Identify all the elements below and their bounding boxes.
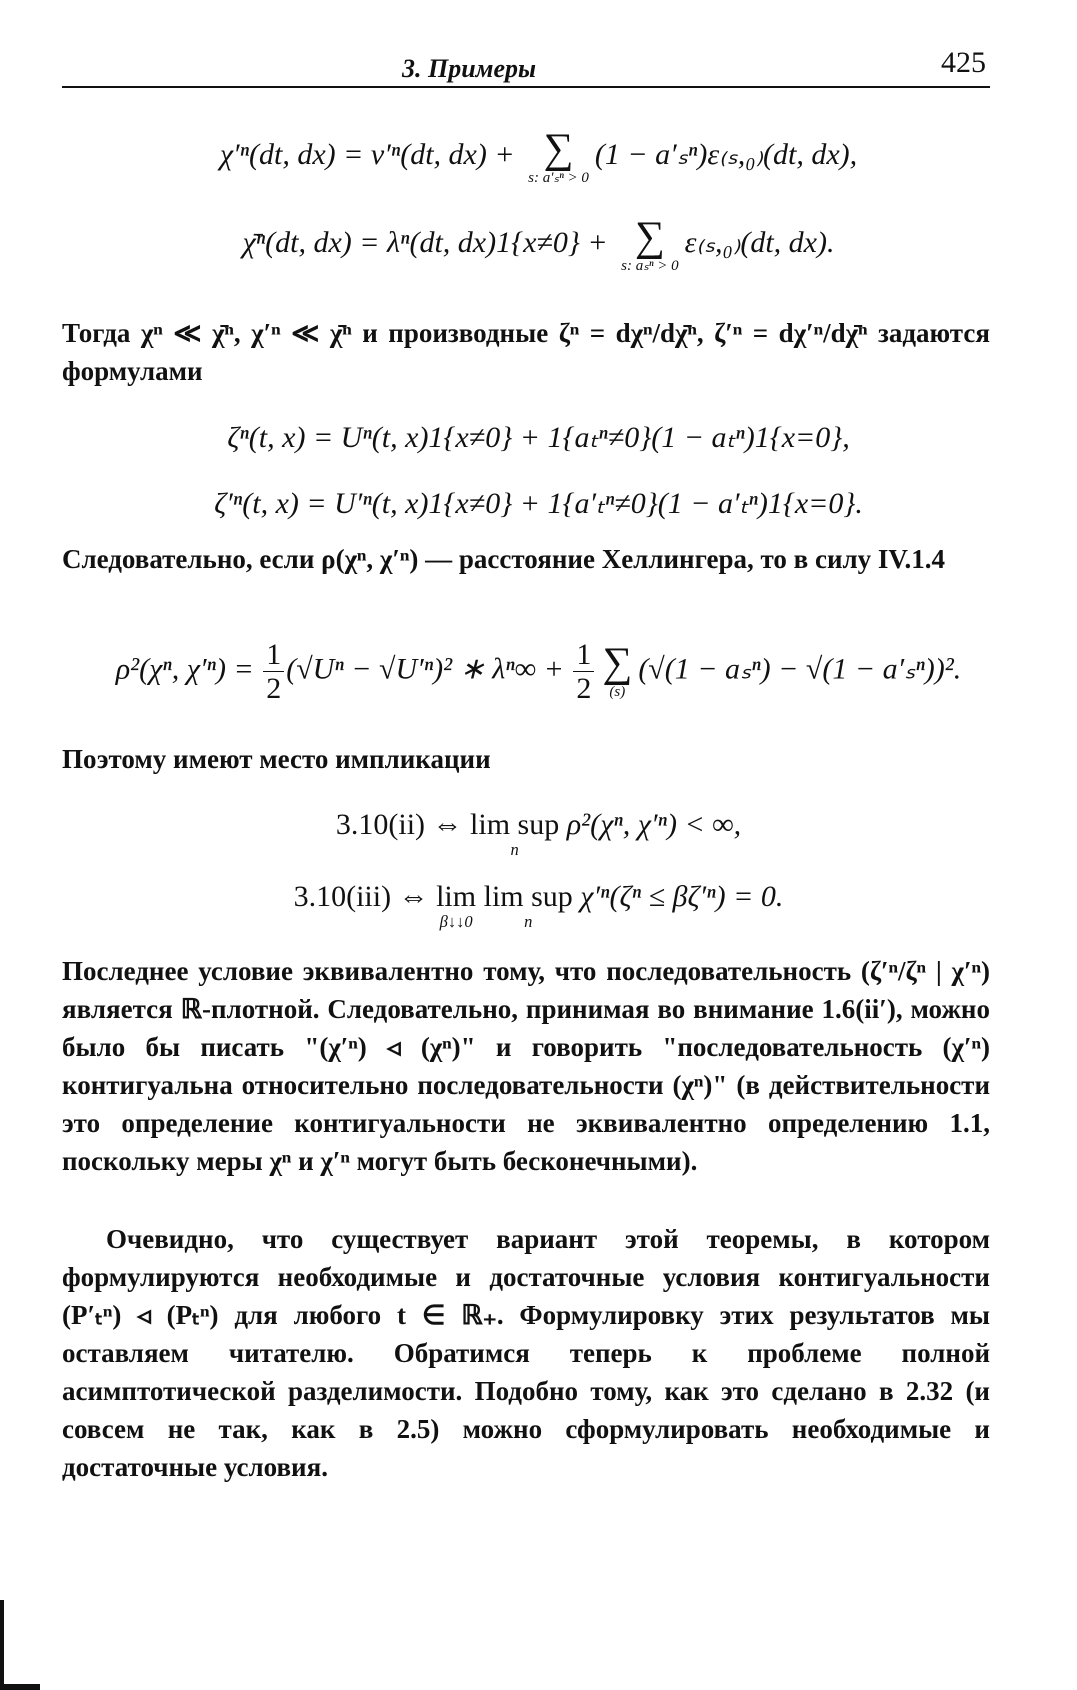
equation-part: 3.10(ii) ⇔: [335, 808, 463, 841]
fraction-half: $\frac{1}{2}$: [263, 638, 284, 705]
sum-operator: ∑ (s): [602, 640, 633, 701]
equation-condition-ii: [0, 808, 1077, 859]
equation-part: (√Uⁿ − √U′ⁿ)² ∗ λⁿ∞ +: [286, 652, 572, 686]
equation-part: (1 − a′ₛⁿ)ε₍ₛ,₀₎(dt, dx),: [594, 138, 858, 172]
equation-part: χ̄ⁿ(dt, dx) = λⁿ(dt, dx)1{x≠0} +: [242, 226, 616, 260]
equation-part: (√(1 − aₛⁿ) − √(1 − a′ₛⁿ))².: [638, 652, 962, 686]
lim-operator: lim β↓↓0: [436, 880, 477, 931]
paragraph-implications: Поэтому имеют место импликации: [62, 744, 491, 774]
equation-hellinger-distance: [0, 638, 1077, 705]
running-head: 3. Примеры: [402, 54, 537, 83]
sum-limit: (s): [609, 684, 626, 701]
paragraph-derivatives: Тогда χⁿ ≪ χ̄ⁿ, χ′ⁿ ≪ χ̄ⁿ и производные ζⁿ = dχⁿ/dχ̄ⁿ, ζ′ⁿ = dχ′ⁿ/dχ̄ⁿ задаются формулами: [62, 318, 990, 386]
equation-part: χ′ⁿ(dt, dx) = ν′ⁿ(dt, dx) +: [219, 138, 523, 172]
paragraph-theorem-variant: Очевидно, что существует вариант этой теоремы, в котором формулируются необходимые и достаточные условия контигуальности (P′ₜⁿ) ◃ (Pₜⁿ) для любого t ∈ ℝ₊. Формулировку этих результатов мы оставляем читателю. Обратимся теперь к проблеме полной асимптотической разделимости. Подобно тому, как это сделано в 2.32 (и совсем не так, как в 2.5) можно сформулировать необходимые и достаточные условия.: [62, 1224, 990, 1482]
equation-part: χ′ⁿ(ζⁿ ≤ βζ′ⁿ) = 0.: [580, 880, 784, 913]
page-header: [62, 40, 990, 88]
page-corner-mark: [0, 1600, 40, 1690]
equation-part: ε₍ₛ,₀₎(dt, dx).: [684, 226, 835, 260]
equation-condition-iii: [0, 880, 1077, 931]
equation-zeta-prime: ζ′ⁿ(t, x) = U′ⁿ(t, x)1{x≠0} + 1{a′ₜⁿ≠0}(1 − a′ₜⁿ)1{x=0}.: [214, 487, 863, 520]
paragraph-hellinger: Следовательно, если ρ(χⁿ, χ′ⁿ) — расстояние Хеллингера, то в силу IV.1.4: [62, 544, 945, 574]
equation-part: 3.10(iii) ⇔: [293, 880, 437, 913]
page-number: 425: [941, 46, 986, 79]
limsup-operator: lim sup n: [483, 880, 573, 931]
equation-chi-bar: [0, 216, 1077, 275]
sum-limit: s: aₛⁿ > 0: [621, 258, 679, 274]
paragraph-contiguity: Последнее условие эквивалентно тому, что последовательность (ζ′ⁿ/ζⁿ | χ′ⁿ) является ℝ-плотной. Следовательно, принимая во внимание 1.6(ii′), можно было бы писать "(χ′ⁿ) ◃ (χⁿ)" и говорить "последовательность (χ′ⁿ) контигуальна относительно последовательности (χⁿ)" (в действительности это определение контигуальности не эквивалентно определению 1.1, поскольку меры χⁿ и χ′ⁿ могут быть бесконечными).: [62, 956, 990, 1176]
limsup-operator: lim sup n: [470, 808, 560, 859]
equation-zeta: ζⁿ(t, x) = Uⁿ(t, x)1{x≠0} + 1{aₜⁿ≠0}(1 − aₜⁿ)1{x=0},: [227, 421, 850, 454]
fraction-half: $\frac{1}{2}$: [573, 638, 594, 705]
sum-operator: ∑ s: a′ₛⁿ > 0: [528, 126, 589, 186]
equation-part: ρ²(χⁿ, χ′ⁿ) < ∞,: [566, 808, 742, 841]
equation-chi-prime: [0, 128, 1077, 187]
equation-part: ρ²(χⁿ, χ′ⁿ) =: [115, 652, 262, 686]
sum-limit: s: a′ₛⁿ > 0: [528, 170, 589, 186]
sum-operator: ∑ s: aₛⁿ > 0: [621, 214, 679, 274]
